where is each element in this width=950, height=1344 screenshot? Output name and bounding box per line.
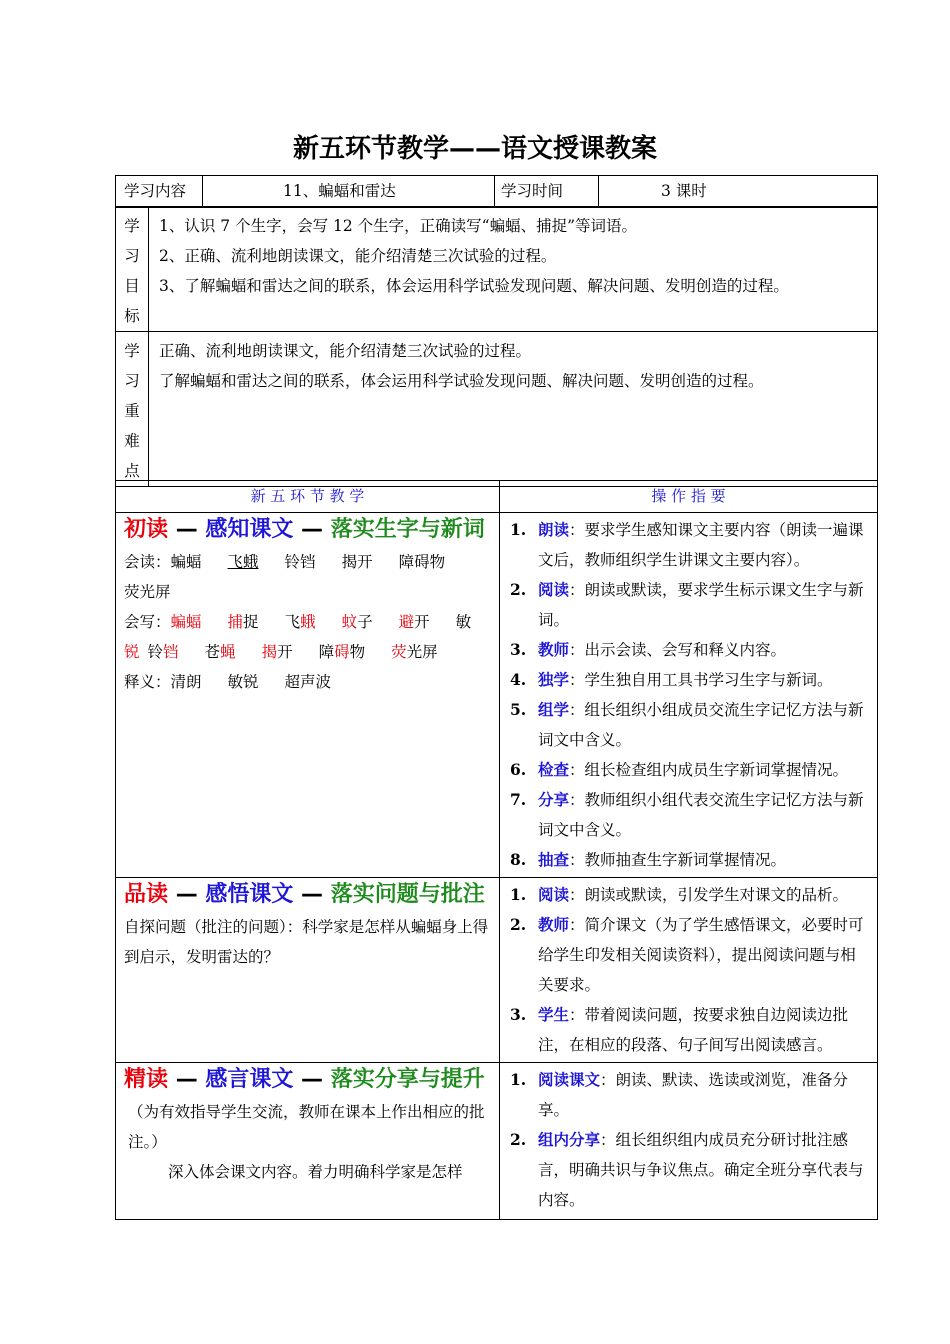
write-char-new: 碍 <box>334 643 350 661</box>
op-keyword: 阅读 <box>538 580 570 599</box>
s1-heading-part2: 感知课文 <box>205 517 294 542</box>
write-char-new: 荧 <box>391 643 407 661</box>
s1-read-line-2 <box>124 577 491 607</box>
write-char-new: 避 <box>398 613 415 631</box>
write-char: 铃 <box>147 643 164 661</box>
key-point-item: 正确、流利地朗读课文，能介绍清楚三次试验的过程。 <box>159 342 532 360</box>
goal-item: 2、正确、流利地朗读课文，能介绍清楚三次试验的过程。 <box>159 247 557 265</box>
s1-left <box>116 513 500 878</box>
write-char: 敏 <box>455 613 472 631</box>
op-text: ：朗读或默读，引发学生对课文的品析。 <box>569 886 849 904</box>
write-word: 蝙蝠 <box>170 613 202 631</box>
s2-ops-list <box>500 880 871 1060</box>
op-number: 4. <box>510 670 527 689</box>
op-keyword: 教师 <box>538 640 570 659</box>
s1-read-line <box>124 547 491 577</box>
op-keyword: 检查 <box>538 760 570 779</box>
write-char-new: 锐 <box>124 643 140 661</box>
goal-item: 3、了解蝙蝠和雷达之间的联系，体会运用科学试验发现问题、解决问题、发明创造的过程。 <box>159 277 789 295</box>
op-keyword: 抽查 <box>538 850 570 869</box>
s1-heading <box>124 515 491 545</box>
op-keyword: 阅读 <box>538 885 570 904</box>
s3-right <box>500 1063 878 1220</box>
write-char: 子 <box>357 613 373 631</box>
op-number: 5. <box>510 700 527 719</box>
op-text: ：带着阅读问题，按要求独自边阅读边批注，在相应的段落、句子间写出阅读感言。 <box>538 1006 849 1054</box>
key-label-char: 重 <box>124 402 140 420</box>
s2-heading <box>124 880 491 910</box>
time-value: 3 课时 <box>599 176 878 208</box>
op-text: ：教师组织小组代表交流生字记忆方法与新词文中含义。 <box>538 791 864 839</box>
write-char-new: 铛 <box>163 643 179 661</box>
goals-label <box>116 207 149 332</box>
op-number: 3. <box>510 640 527 659</box>
op-number: 1. <box>510 885 527 904</box>
read-word: 蝙蝠 <box>170 553 202 571</box>
op-keyword: 阅读课文 <box>538 1070 601 1089</box>
op-item <box>500 1000 871 1060</box>
column-header-row <box>116 481 878 513</box>
op-number: 6. <box>510 760 527 779</box>
op-keyword: 教师 <box>538 915 570 934</box>
op-text: ：要求学生感知课文主要内容（朗读一遍课文后，教师组织学生讲课文主要内容）。 <box>538 521 864 569</box>
op-keyword: 独学 <box>538 670 570 689</box>
op-item <box>500 665 871 695</box>
write-char-new: 捕 <box>227 613 244 631</box>
s3-heading-dash: — <box>301 1067 324 1092</box>
op-text: ：简介课文（为了学生感悟课文，必要时可给学生印发相关阅读资料），提出阅读问题与相关要求。 <box>538 916 864 994</box>
key-points-label <box>116 332 149 487</box>
plan-info-table <box>115 175 878 208</box>
key-label-char: 习 <box>124 372 140 390</box>
s3-note: （为有效指导学生交流，教师在课本上作出相应的批注。） <box>128 1103 485 1151</box>
op-keyword: 组内分享 <box>538 1130 601 1149</box>
op-number: 2. <box>510 580 527 599</box>
key-label-char: 难 <box>124 432 140 450</box>
write-char: 开 <box>277 643 293 661</box>
section-first-reading <box>116 513 878 878</box>
s2-heading-part3: 落实问题与批注 <box>330 882 485 907</box>
page-title: 新五环节教学——语文授课教案 <box>292 134 657 164</box>
key-point-item: 了解蝙蝠和雷达之间的联系，体会运用科学试验发现问题、解决问题、发明创造的过程。 <box>159 372 764 390</box>
op-item <box>500 845 871 875</box>
column-header-right: 操 作 指 要 <box>500 481 878 513</box>
s3-heading <box>124 1065 491 1095</box>
write-char: 飞 <box>284 613 301 631</box>
teaching-steps-table <box>115 480 895 1220</box>
s1-heading-part3: 落实生字与新词 <box>330 517 485 542</box>
op-item <box>500 910 871 1000</box>
explain-word: 超声波 <box>284 673 332 691</box>
section-appreciative-reading <box>116 878 878 1063</box>
op-text: ：教师抽查生字新词掌握情况。 <box>569 851 787 869</box>
op-number: 3. <box>510 1005 527 1024</box>
s3-ops-list <box>500 1065 871 1215</box>
write-char: 苍 <box>204 643 221 661</box>
goals-label-char: 学 <box>124 217 140 235</box>
key-label-char: 点 <box>124 462 140 480</box>
op-keyword: 朗读 <box>538 520 570 539</box>
key-points-content <box>149 332 878 487</box>
content-label: 学习内容 <box>116 176 203 208</box>
op-text: ：朗读或默读，要求学生标示课文生字与新 词。 <box>538 581 895 629</box>
op-number: 2. <box>510 1130 527 1149</box>
info-row <box>116 176 878 208</box>
op-number: 2. <box>510 915 527 934</box>
write-char-new: 蛾 <box>300 613 316 631</box>
goals-label-char: 目 <box>124 277 140 295</box>
op-item <box>500 575 895 635</box>
op-keyword: 学生 <box>538 1005 570 1024</box>
read-word: 障碍物 <box>398 553 446 571</box>
op-item <box>500 1065 871 1125</box>
op-text: ：组长组织小组成员交流生字记忆方法与新词文中含义。 <box>538 701 864 749</box>
s1-heading-dash: — <box>301 517 324 542</box>
s2-heading-part1: 品读 <box>124 882 169 907</box>
section-intensive-reading <box>116 1063 878 1220</box>
op-item <box>500 880 871 910</box>
explain-word: 清朗 <box>170 673 202 691</box>
key-label-char: 学 <box>124 342 140 360</box>
time-label: 学习时间 <box>495 176 599 208</box>
goal-item: 1、认识 7 个生字，会写 12 个生字，正确读写“蝙蝠、捕捉”等词语。 <box>159 217 638 235</box>
s3-heading-part2: 感言课文 <box>205 1067 294 1092</box>
op-number: 8. <box>510 850 527 869</box>
s2-heading-part2: 感悟课文 <box>205 882 294 907</box>
write-char: 开 <box>414 613 430 631</box>
op-item <box>500 695 871 755</box>
goals-content <box>149 207 878 332</box>
s1-write-line-2 <box>124 637 491 667</box>
op-item <box>500 785 871 845</box>
op-item <box>500 1125 871 1215</box>
goals-table <box>115 206 878 487</box>
op-number: 1. <box>510 520 527 539</box>
write-char-new: 蚊 <box>341 613 358 631</box>
content-value: 11、蝙蝠和雷达 <box>203 176 495 208</box>
s2-heading-dash: — <box>301 882 324 907</box>
op-number: 1. <box>510 1070 527 1089</box>
s2-heading-dash: — <box>175 882 198 907</box>
s3-heading-dash: — <box>175 1067 198 1092</box>
op-item <box>500 755 871 785</box>
write-char: 光屏 <box>406 643 438 661</box>
column-header-left: 新 五 环 节 教 学 <box>116 481 500 513</box>
write-char-new: 蝇 <box>220 643 236 661</box>
explain-word: 敏锐 <box>227 673 259 691</box>
op-text: ：出示会读、会写和释义内容。 <box>569 641 787 659</box>
write-char-new: 揭 <box>261 643 278 661</box>
read-label: 会读： <box>124 553 171 571</box>
read-word: 荧光屏 <box>124 583 171 601</box>
s2-right <box>500 878 878 1063</box>
write-char: 物 <box>349 643 366 661</box>
s2-body: 自探问题（批注的问题）：科学家是怎样从蝙蝠身上得到启示，发明雷达的？ <box>124 918 489 966</box>
op-keyword: 组学 <box>538 700 570 719</box>
s3-body: 深入体会课文内容。着力明确科学家是怎样 <box>168 1163 463 1181</box>
s1-heading-dash: — <box>175 517 198 542</box>
op-text: ：学生独自用工具书学习生字与新词。 <box>569 671 833 689</box>
read-word: 飞蛾 <box>227 553 259 571</box>
write-label: 会写： <box>124 613 171 631</box>
write-char: 捉 <box>243 613 259 631</box>
s3-heading-part1: 精读 <box>124 1067 169 1092</box>
op-keyword: 分享 <box>538 790 570 809</box>
s1-ops-list <box>500 515 895 875</box>
op-number: 7. <box>510 790 527 809</box>
op-text: ：朗读、默读、选读或浏览，准备分享。 <box>538 1071 849 1119</box>
s1-right <box>500 513 895 878</box>
op-text: ：组长组织组内成员充分研讨批注感言，明确共识与争议焦点。确定全班分享代表与内容。 <box>538 1131 864 1209</box>
goals-label-char: 标 <box>124 307 140 325</box>
key-points-row <box>116 332 878 487</box>
write-char: 障 <box>318 643 335 661</box>
op-item <box>500 635 871 665</box>
read-word: 揭开 <box>341 553 373 571</box>
s3-left <box>116 1063 500 1220</box>
goals-label-char: 习 <box>124 247 140 265</box>
op-text: ：组长检查组内成员生字新词掌握情况。 <box>569 761 849 779</box>
s1-heading-part1: 初读 <box>124 517 169 542</box>
op-item <box>500 515 871 575</box>
read-word: 铃铛 <box>284 553 316 571</box>
s1-explain-line <box>124 667 491 697</box>
s1-write-line <box>124 607 491 637</box>
s2-left <box>116 878 500 1063</box>
explain-label: 释义： <box>124 673 171 691</box>
goals-row <box>116 207 878 332</box>
s3-heading-part3: 落实分享与提升 <box>330 1067 485 1092</box>
